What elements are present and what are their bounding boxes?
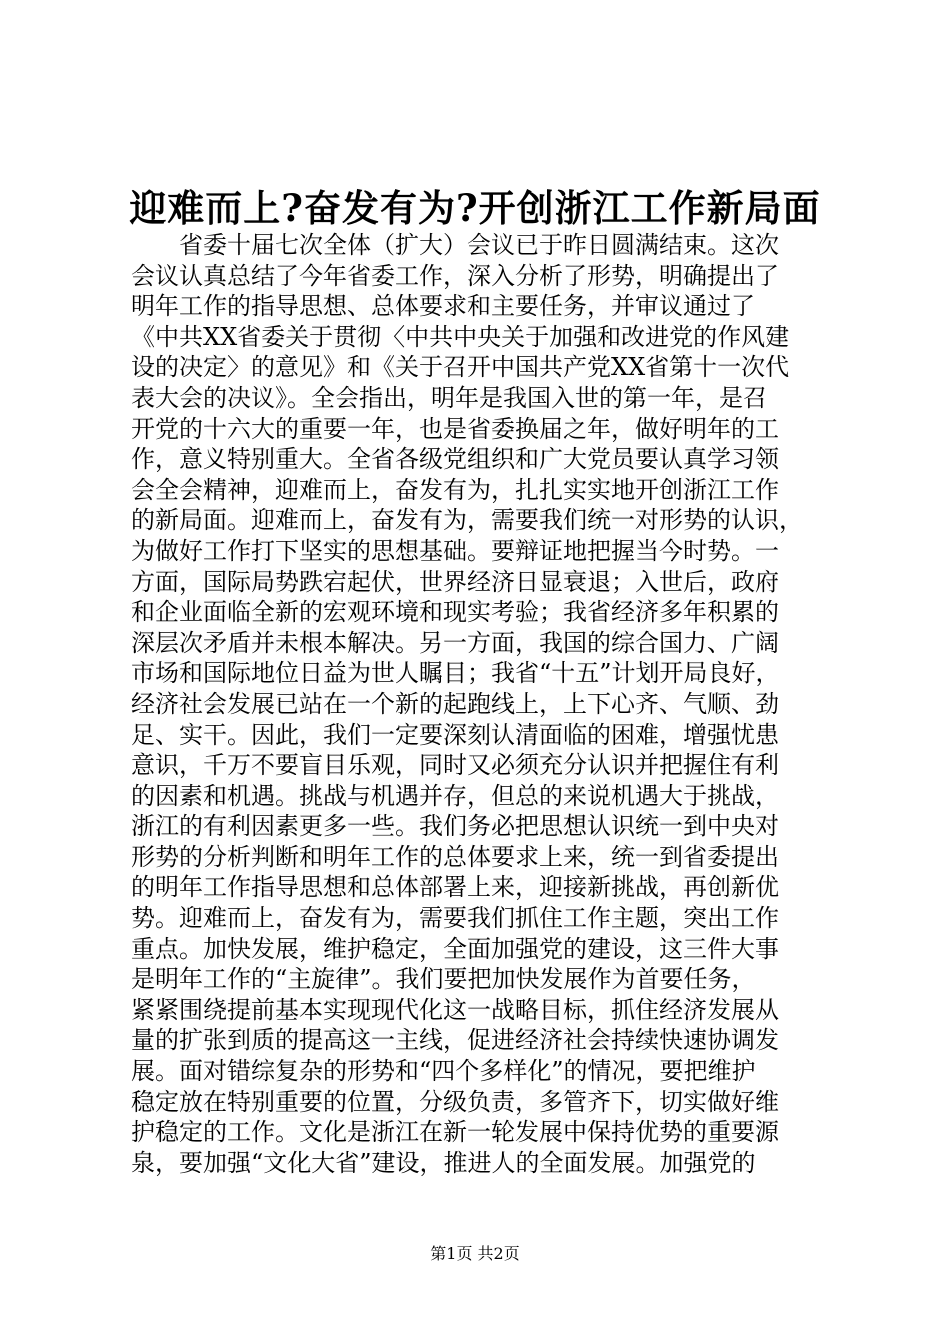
text-line: 是明年工作的“主旋律”。我们要把加快发展作为首要任务， xyxy=(131,965,756,994)
text-line: 作，意义特别重大。全省各级党组织和广大党员要认真学习领 xyxy=(131,445,779,474)
text-line: 展。面对错综复杂的形势和“四个多样化”的情况，要把维护 xyxy=(131,1057,756,1086)
text-line: 和企业面临全新的宏观环境和现实考验；我省经济多年积累的 xyxy=(131,598,779,627)
text-line: 省委十届七次全体（扩大）会议已于昨日圆满结束。这次 xyxy=(179,231,779,259)
text-line: 经济社会发展已站在一个新的起跑线上，上下心齐、气顺、劲 xyxy=(131,689,779,718)
text-line: 护稳定的工作。文化是浙江在新一轮发展中保持优势的重要源 xyxy=(131,1118,779,1147)
text-line: 为做好工作打下坚实的思想基础。要辩证地把握当今时势。一 xyxy=(131,536,779,565)
text-line: 形势的分析判断和明年工作的总体要求上来，统一到省委提出 xyxy=(131,842,779,871)
text-line: 足、实干。因此，我们一定要深刻认清面临的困难，增强忧患 xyxy=(131,720,779,749)
text-line: 表大会的决议》。全会指出，明年是我国入世的第一年，是召 xyxy=(131,383,767,412)
body-text xyxy=(131,230,821,1178)
text-line: 重点。加快发展，维护稳定，全面加强党的建设，这三件大事 xyxy=(131,934,779,963)
text-line: 深层次矛盾并未根本解决。另一方面，我国的综合国力、广阔 xyxy=(131,628,779,657)
text-line: 方面，国际局势跌宕起伏，世界经济日显衰退；入世后，政府 xyxy=(131,567,779,596)
text-line: 明年工作的指导思想、总体要求和主要任务，并审议通过了 xyxy=(131,292,755,321)
text-line: 量的扩张到质的提高这一主线，促进经济社会持续快速协调发 xyxy=(131,1026,779,1055)
text-line: 的新局面。迎难而上，奋发有为，需要我们统一对形势的认识， xyxy=(131,506,803,535)
text-line: 会议认真总结了今年省委工作，深入分析了形势，明确提出了 xyxy=(131,261,779,290)
text-line: 泉，要加强“文化大省”建设，推进人的全面发展。加强党的 xyxy=(131,1148,756,1177)
text-line: 势。迎难而上，奋发有为，需要我们抓住工作主题，突出工作 xyxy=(131,904,779,933)
text-line: 《中共XX省委关于贯彻〈中共中央关于加强和改进党的作风建 xyxy=(131,322,790,351)
text-line: 的明年工作指导思想和总体部署上来，迎接新挑战，再创新优 xyxy=(131,873,779,902)
text-line: 浙江的有利因素更多一些。我们务必把思想认识统一到中央对 xyxy=(131,812,779,841)
text-line: 紧紧围绕提前基本实现现代化这一战略目标，抓住经济发展从 xyxy=(131,995,779,1024)
text-line: 开党的十六大的重要一年，也是省委换届之年，做好明年的工 xyxy=(131,414,779,443)
page-title: 迎难而上?奋发有为?开创浙江工作新局面 xyxy=(129,186,821,230)
text-line: 意识，千万不要盲目乐观，同时又必须充分认识并把握住有利 xyxy=(131,751,779,780)
text-line: 设的决定〉的意见》和《关于召开中国共产党XX省第十一次代 xyxy=(131,353,790,382)
text-line: 市场和国际地位日益为世人瞩目；我省“十五”计划开局良好， xyxy=(131,659,780,688)
page-footer: 第1页 共2页 xyxy=(430,1244,520,1263)
text-line: 会全会精神，迎难而上，奋发有为，扎扎实实地开创浙江工作 xyxy=(131,475,779,504)
text-line: 稳定放在特别重要的位置，分级负责，多管齐下，切实做好维 xyxy=(131,1087,779,1116)
text-line: 的因素和机遇。挑战与机遇并存，但总的来说机遇大于挑战， xyxy=(131,781,779,810)
